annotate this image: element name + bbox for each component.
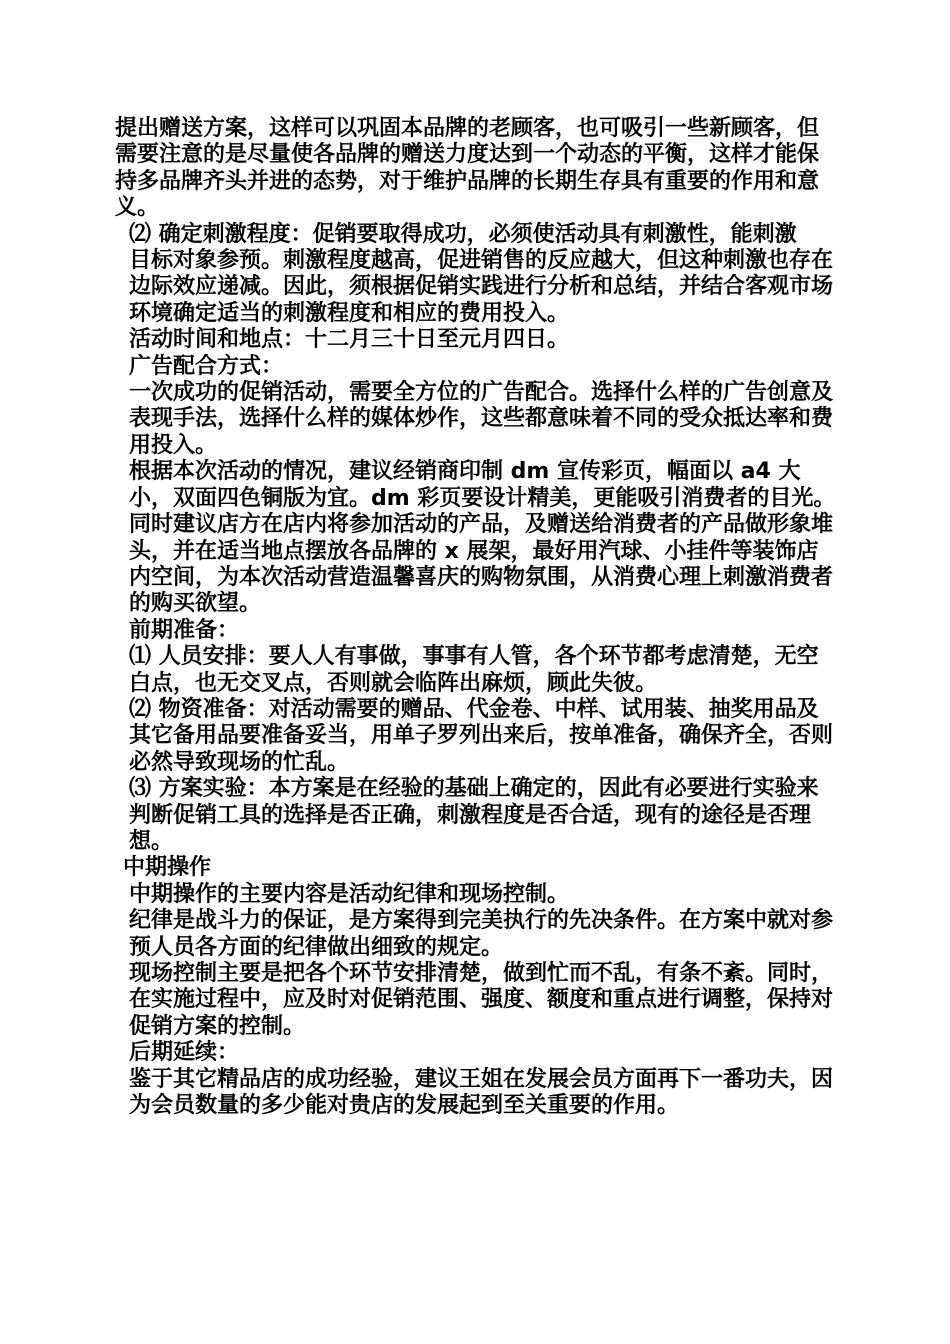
paragraph: 活动时间和地点：十二月三十日至元月四日。	[129, 327, 570, 353]
paragraph: ⑴ 人员安排：要人人有事做，事事有人管，各个环节都考虑清楚，无空白点，也无交叉点，否则就会临阵出麻烦，顾此失彼。	[129, 644, 819, 696]
paragraph: 同时建议店方在店内将参加活动的产品，及赠送给消费者的产品做形象堆头，并在适当地点摆放各品牌的 x 展架，最好用汽球、小挂件等装饰店内空间，为本次活动营造温馨喜庆的购物氛围，从消费心理上刺激消费者的购买欲望。	[129, 512, 834, 617]
section-heading: 中期操作	[123, 855, 212, 881]
document-page	[115, 116, 837, 1119]
paragraph: 纪律是战斗力的保证，是方案得到完美执行的先决条件。在方案中就对参预人员各方面的纪律做出细致的规定。	[129, 908, 834, 960]
paragraph: 提出赠送方案，这样可以巩固本品牌的老顾客，也可吸引一些新顾客，但需要注意的是尽量使各品牌的赠送力度达到一个动态的平衡，这样才能保持多品牌齐头并进的态势，对于维护品牌的长期生存具有重要的作用和意义。	[115, 116, 820, 221]
paragraph: ⑵ 物资准备：对活动需要的赠品、代金卷、中样、试用装、抽奖用品及其它备用品要准备妥当，用单子罗列出来后，按单准备，确保齐全，否则必然导致现场的忙乱。	[129, 696, 834, 775]
paragraph: 中期操作的主要内容是活动纪律和现场控制。	[129, 881, 570, 907]
section-heading: 广告配合方式：	[129, 353, 284, 379]
paragraph: 根据本次活动的情况，建议经销商印制 dm 宣传彩页，幅面以 a4 大小，双面四色铜版为宜。dm 彩页要设计精美，更能吸引消费者的目光。	[129, 459, 836, 511]
section-heading: 后期延续：	[129, 1040, 240, 1066]
paragraph: 现场控制主要是把各个环节安排清楚，做到忙而不乱，有条不紊。同时，在实施过程中，应及时对促销范围、强度、额度和重点进行调整，保持对促销方案的控制。	[129, 961, 834, 1039]
paragraph: ⑶ 方案实验：本方案是在经验的基础上确定的，因此有必要进行实验来判断促销工具的选择是否正确，刺激程度是否合适，现有的途径是否理想。	[129, 776, 819, 854]
paragraph: ⑵ 确定刺激程度：促销要取得成功，必须使活动具有刺激性，能刺激	[129, 221, 797, 247]
section-heading: 前期准备：	[129, 617, 240, 643]
paragraph: 目标对象参预。刺激程度越高，促进销售的反应越大，但这种刺激也存在边际效应递减。因此，须根据促销实践进行分析和总结，并结合客观市场环境确定适当的刺激程度和相应的费用投入。	[129, 248, 834, 326]
paragraph: 鉴于其它精品店的成功经验，建议王姐在发展会员方面再下一番功夫，因为会员数量的多少能对贵店的发展起到至关重要的作用。	[129, 1066, 834, 1119]
paragraph: 一次成功的促销活动，需要全方位的广告配合。选择什么样的广告创意及表现手法，选择什么样的媒体炒作，这些都意味着不同的受众抵达率和费用投入。	[129, 380, 834, 458]
